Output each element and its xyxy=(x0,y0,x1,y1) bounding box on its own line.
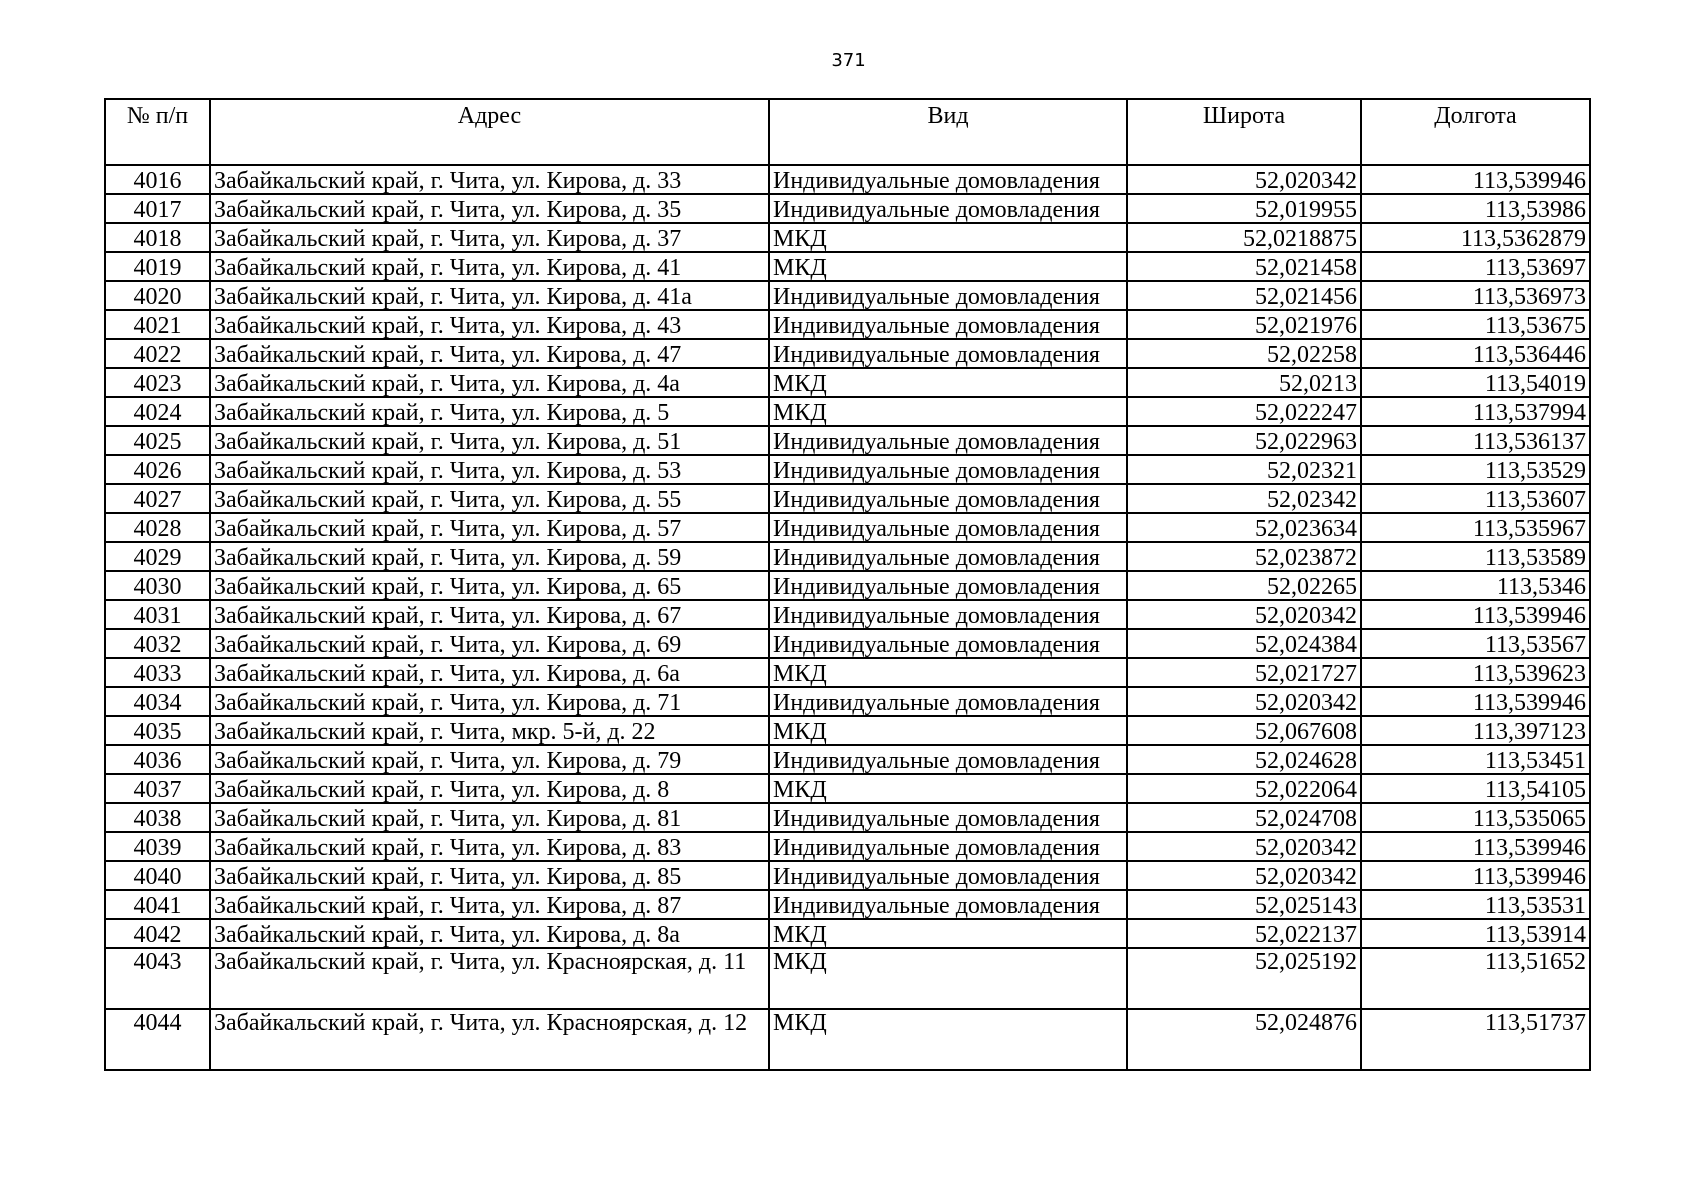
cell-num: 4030 xyxy=(105,571,210,600)
cell-kind: МКД xyxy=(769,948,1127,1009)
cell-latitude: 52,023634 xyxy=(1127,513,1361,542)
table-row xyxy=(105,310,1590,339)
cell-num: 4022 xyxy=(105,339,210,368)
cell-latitude: 52,024708 xyxy=(1127,803,1361,832)
cell-longitude: 113,535065 xyxy=(1361,803,1590,832)
cell-latitude: 52,0218875 xyxy=(1127,223,1361,252)
cell-address: Забайкальский край, г. Чита, ул. Кирова, д. 33 xyxy=(210,165,769,194)
cell-longitude: 113,53567 xyxy=(1361,629,1590,658)
cell-latitude: 52,022137 xyxy=(1127,919,1361,948)
cell-latitude: 52,019955 xyxy=(1127,194,1361,223)
cell-address: Забайкальский край, г. Чита, ул. Кирова, д. 57 xyxy=(210,513,769,542)
cell-kind: Индивидуальные домовладения xyxy=(769,629,1127,658)
table-row xyxy=(105,919,1590,948)
cell-num: 4017 xyxy=(105,194,210,223)
cell-num: 4025 xyxy=(105,426,210,455)
cell-latitude: 52,0213 xyxy=(1127,368,1361,397)
cell-num: 4040 xyxy=(105,861,210,890)
cell-longitude: 113,53697 xyxy=(1361,252,1590,281)
cell-latitude: 52,024384 xyxy=(1127,629,1361,658)
cell-address: Забайкальский край, г. Чита, ул. Кирова, д. 53 xyxy=(210,455,769,484)
cell-kind: Индивидуальные домовладения xyxy=(769,310,1127,339)
cell-num: 4028 xyxy=(105,513,210,542)
cell-address: Забайкальский край, г. Чита, ул. Кирова, д. 69 xyxy=(210,629,769,658)
cell-longitude: 113,54105 xyxy=(1361,774,1590,803)
cell-kind: МКД xyxy=(769,716,1127,745)
cell-kind: Индивидуальные домовладения xyxy=(769,832,1127,861)
cell-address: Забайкальский край, г. Чита, ул. Кирова, д. 83 xyxy=(210,832,769,861)
cell-kind: Индивидуальные домовладения xyxy=(769,803,1127,832)
cell-latitude: 52,021976 xyxy=(1127,310,1361,339)
cell-address: Забайкальский край, г. Чита, ул. Кирова, д. 81 xyxy=(210,803,769,832)
cell-num: 4032 xyxy=(105,629,210,658)
cell-address: Забайкальский край, г. Чита, ул. Кирова, д. 47 xyxy=(210,339,769,368)
table-row xyxy=(105,861,1590,890)
cell-address: Забайкальский край, г. Чита, ул. Кирова, д. 8 xyxy=(210,774,769,803)
cell-num: 4042 xyxy=(105,919,210,948)
cell-address: Забайкальский край, г. Чита, ул. Кирова, д. 41а xyxy=(210,281,769,310)
cell-kind: МКД xyxy=(769,919,1127,948)
address-table xyxy=(104,98,1591,1071)
cell-longitude: 113,536137 xyxy=(1361,426,1590,455)
cell-num: 4044 xyxy=(105,1009,210,1070)
cell-longitude: 113,536446 xyxy=(1361,339,1590,368)
cell-latitude: 52,020342 xyxy=(1127,861,1361,890)
table-row xyxy=(105,165,1590,194)
table-row xyxy=(105,542,1590,571)
cell-address: Забайкальский край, г. Чита, ул. Кирова, д. 41 xyxy=(210,252,769,281)
cell-latitude: 52,022247 xyxy=(1127,397,1361,426)
table-row xyxy=(105,455,1590,484)
cell-kind: Индивидуальные домовладения xyxy=(769,513,1127,542)
table-row xyxy=(105,832,1590,861)
cell-address: Забайкальский край, г. Чита, ул. Кирова, д. 5 xyxy=(210,397,769,426)
cell-latitude: 52,025192 xyxy=(1127,948,1361,1009)
cell-latitude: 52,020342 xyxy=(1127,832,1361,861)
cell-latitude: 52,021727 xyxy=(1127,658,1361,687)
table-row xyxy=(105,397,1590,426)
cell-address: Забайкальский край, г. Чита, ул. Кирова, д. 67 xyxy=(210,600,769,629)
table-row xyxy=(105,194,1590,223)
table-row xyxy=(105,600,1590,629)
cell-longitude: 113,535967 xyxy=(1361,513,1590,542)
cell-num: 4033 xyxy=(105,658,210,687)
cell-address: Забайкальский край, г. Чита, ул. Кирова, д. 43 xyxy=(210,310,769,339)
cell-num: 4029 xyxy=(105,542,210,571)
cell-num: 4036 xyxy=(105,745,210,774)
cell-address: Забайкальский край, г. Чита, ул. Кирова, д. 51 xyxy=(210,426,769,455)
cell-num: 4020 xyxy=(105,281,210,310)
cell-longitude: 113,51737 xyxy=(1361,1009,1590,1070)
cell-longitude: 113,539946 xyxy=(1361,832,1590,861)
cell-address: Забайкальский край, г. Чита, ул. Красноярская, д. 11 xyxy=(210,948,769,1009)
cell-address: Забайкальский край, г. Чита, ул. Кирова, д. 8а xyxy=(210,919,769,948)
cell-latitude: 52,02265 xyxy=(1127,571,1361,600)
cell-latitude: 52,022963 xyxy=(1127,426,1361,455)
cell-kind: МКД xyxy=(769,223,1127,252)
cell-latitude: 52,023872 xyxy=(1127,542,1361,571)
cell-address: Забайкальский край, г. Чита, ул. Кирова, д. 4а xyxy=(210,368,769,397)
cell-kind: МКД xyxy=(769,368,1127,397)
cell-longitude: 113,53529 xyxy=(1361,455,1590,484)
cell-kind: Индивидуальные домовладения xyxy=(769,571,1127,600)
cell-latitude: 52,020342 xyxy=(1127,687,1361,716)
table-row xyxy=(105,571,1590,600)
cell-latitude: 52,021456 xyxy=(1127,281,1361,310)
cell-kind: МКД xyxy=(769,397,1127,426)
cell-longitude: 113,5346 xyxy=(1361,571,1590,600)
cell-kind: Индивидуальные домовладения xyxy=(769,426,1127,455)
table-row xyxy=(105,252,1590,281)
header-kind: Вид xyxy=(769,99,1127,165)
cell-longitude: 113,53914 xyxy=(1361,919,1590,948)
table-row xyxy=(105,629,1590,658)
cell-longitude: 113,53986 xyxy=(1361,194,1590,223)
cell-num: 4034 xyxy=(105,687,210,716)
cell-kind: Индивидуальные домовладения xyxy=(769,165,1127,194)
cell-num: 4021 xyxy=(105,310,210,339)
cell-longitude: 113,539946 xyxy=(1361,165,1590,194)
cell-latitude: 52,02321 xyxy=(1127,455,1361,484)
cell-longitude: 113,539946 xyxy=(1361,687,1590,716)
cell-kind: Индивидуальные домовладения xyxy=(769,687,1127,716)
cell-num: 4026 xyxy=(105,455,210,484)
header-latitude: Широта xyxy=(1127,99,1361,165)
cell-latitude: 52,022064 xyxy=(1127,774,1361,803)
table-row xyxy=(105,339,1590,368)
cell-address: Забайкальский край, г. Чита, ул. Кирова, д. 6а xyxy=(210,658,769,687)
table-row xyxy=(105,1009,1590,1070)
cell-num: 4031 xyxy=(105,600,210,629)
cell-longitude: 113,539946 xyxy=(1361,861,1590,890)
cell-num: 4019 xyxy=(105,252,210,281)
cell-latitude: 52,025143 xyxy=(1127,890,1361,919)
cell-longitude: 113,53607 xyxy=(1361,484,1590,513)
cell-address: Забайкальский край, г. Чита, ул. Кирова, д. 71 xyxy=(210,687,769,716)
table-row xyxy=(105,803,1590,832)
cell-longitude: 113,53589 xyxy=(1361,542,1590,571)
cell-address: Забайкальский край, г. Чита, ул. Кирова, д. 55 xyxy=(210,484,769,513)
cell-kind: Индивидуальные домовладения xyxy=(769,745,1127,774)
cell-num: 4037 xyxy=(105,774,210,803)
cell-kind: МКД xyxy=(769,774,1127,803)
cell-longitude: 113,51652 xyxy=(1361,948,1590,1009)
cell-longitude: 113,539623 xyxy=(1361,658,1590,687)
cell-kind: Индивидуальные домовладения xyxy=(769,861,1127,890)
cell-latitude: 52,02342 xyxy=(1127,484,1361,513)
cell-kind: Индивидуальные домовладения xyxy=(769,890,1127,919)
table-row xyxy=(105,426,1590,455)
table-row xyxy=(105,513,1590,542)
cell-kind: Индивидуальные домовладения xyxy=(769,484,1127,513)
cell-latitude: 52,021458 xyxy=(1127,252,1361,281)
cell-num: 4041 xyxy=(105,890,210,919)
cell-latitude: 52,024876 xyxy=(1127,1009,1361,1070)
cell-address: Забайкальский край, г. Чита, ул. Кирова, д. 79 xyxy=(210,745,769,774)
cell-longitude: 113,53531 xyxy=(1361,890,1590,919)
cell-longitude: 113,54019 xyxy=(1361,368,1590,397)
cell-num: 4039 xyxy=(105,832,210,861)
header-address: Адрес xyxy=(210,99,769,165)
cell-num: 4027 xyxy=(105,484,210,513)
cell-address: Забайкальский край, г. Чита, ул. Кирова, д. 59 xyxy=(210,542,769,571)
cell-kind: МКД xyxy=(769,252,1127,281)
cell-kind: МКД xyxy=(769,658,1127,687)
table-row xyxy=(105,223,1590,252)
cell-latitude: 52,024628 xyxy=(1127,745,1361,774)
cell-longitude: 113,397123 xyxy=(1361,716,1590,745)
cell-num: 4043 xyxy=(105,948,210,1009)
cell-address: Забайкальский край, г. Чита, ул. Кирова, д. 65 xyxy=(210,571,769,600)
cell-num: 4023 xyxy=(105,368,210,397)
cell-longitude: 113,5362879 xyxy=(1361,223,1590,252)
cell-latitude: 52,067608 xyxy=(1127,716,1361,745)
page-number: 371 xyxy=(831,50,866,71)
table-row xyxy=(105,890,1590,919)
cell-address: Забайкальский край, г. Чита, ул. Кирова, д. 87 xyxy=(210,890,769,919)
cell-address: Забайкальский край, г. Чита, ул. Кирова, д. 85 xyxy=(210,861,769,890)
cell-kind: Индивидуальные домовладения xyxy=(769,542,1127,571)
cell-num: 4035 xyxy=(105,716,210,745)
cell-latitude: 52,020342 xyxy=(1127,600,1361,629)
cell-kind: Индивидуальные домовладения xyxy=(769,281,1127,310)
table-row xyxy=(105,745,1590,774)
cell-kind: Индивидуальные домовладения xyxy=(769,455,1127,484)
cell-address: Забайкальский край, г. Чита, ул. Кирова, д. 35 xyxy=(210,194,769,223)
table-row xyxy=(105,687,1590,716)
table-row xyxy=(105,948,1590,1009)
table-body xyxy=(105,165,1590,1070)
cell-num: 4016 xyxy=(105,165,210,194)
table-header-row xyxy=(105,99,1590,165)
cell-longitude: 113,539946 xyxy=(1361,600,1590,629)
cell-longitude: 113,53451 xyxy=(1361,745,1590,774)
cell-num: 4018 xyxy=(105,223,210,252)
cell-kind: МКД xyxy=(769,1009,1127,1070)
cell-address: Забайкальский край, г. Чита, ул. Кирова, д. 37 xyxy=(210,223,769,252)
cell-kind: Индивидуальные домовладения xyxy=(769,339,1127,368)
cell-longitude: 113,53675 xyxy=(1361,310,1590,339)
cell-num: 4038 xyxy=(105,803,210,832)
cell-kind: Индивидуальные домовладения xyxy=(769,194,1127,223)
cell-longitude: 113,536973 xyxy=(1361,281,1590,310)
cell-latitude: 52,020342 xyxy=(1127,165,1361,194)
table-row xyxy=(105,368,1590,397)
table-row xyxy=(105,774,1590,803)
table-row xyxy=(105,484,1590,513)
cell-latitude: 52,02258 xyxy=(1127,339,1361,368)
table-row xyxy=(105,716,1590,745)
header-num: № п/п xyxy=(105,99,210,165)
table-row xyxy=(105,281,1590,310)
cell-num: 4024 xyxy=(105,397,210,426)
header-longitude: Долгота xyxy=(1361,99,1590,165)
cell-longitude: 113,537994 xyxy=(1361,397,1590,426)
cell-address: Забайкальский край, г. Чита, ул. Красноярская, д. 12 xyxy=(210,1009,769,1070)
cell-address: Забайкальский край, г. Чита, мкр. 5-й, д. 22 xyxy=(210,716,769,745)
cell-kind: Индивидуальные домовладения xyxy=(769,600,1127,629)
table-row xyxy=(105,658,1590,687)
